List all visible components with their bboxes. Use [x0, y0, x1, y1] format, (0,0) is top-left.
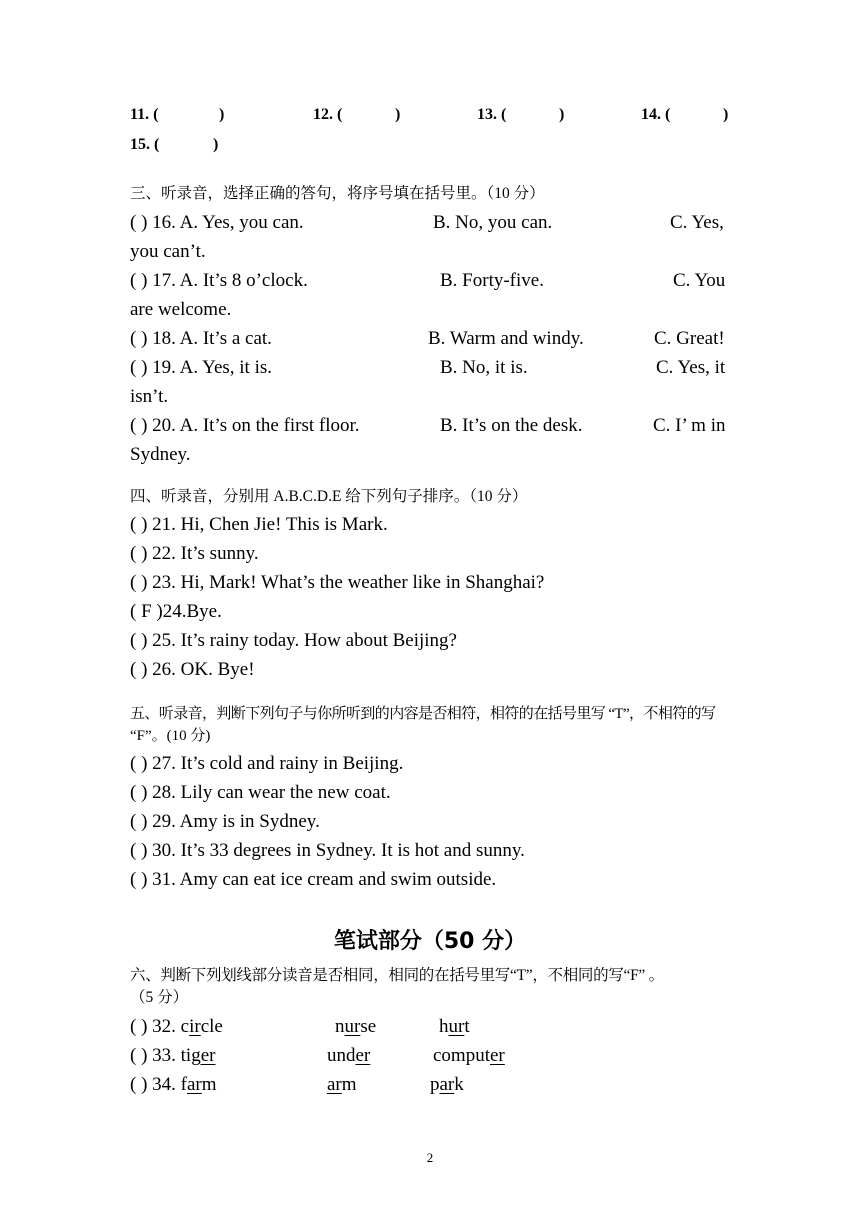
list-item: ( ) 26. OK. Bye!: [130, 659, 255, 680]
question-17-wrap: are welcome.: [130, 299, 232, 320]
section-5-heading-line-1: 五、听录音，判断下列句子与你所听到的内容是否相符，相符的在括号里写 “T”，不相符的写: [130, 706, 716, 722]
section-3-heading: 三、听录音，选择正确的答句，将序号填在括号里。（10 分）: [130, 185, 545, 202]
underlined-sound: ur: [344, 1016, 361, 1037]
list-item: ( ) 21. Hi, Chen Jie! This is Mark.: [130, 514, 388, 535]
list-item: ( ) 30. It’s 33 degrees in Sydney. It is hot and sunny.: [130, 840, 525, 861]
list-item: ( ) 25. It’s rainy today. How about Beijing?: [130, 630, 457, 651]
underlined-sound: ar: [186, 1074, 202, 1095]
question-19-stem: ( ) 19. A. Yes, it is.: [130, 357, 272, 378]
answer-blank-12: 12. (: [313, 106, 343, 123]
question-19-wrap: isn’t.: [130, 386, 169, 407]
list-item: ( ) 23. Hi, Mark! What’s the weather like in Shanghai?: [130, 572, 545, 593]
list-item: ( F )24.Bye.: [130, 601, 222, 622]
list-item: ( ) 22. It’s sunny.: [130, 543, 259, 564]
written-part-title: 笔试部分（50 分）: [333, 929, 527, 954]
answer-close-12: ): [395, 106, 401, 123]
question-20-stem: ( ) 20. A. It’s on the first floor.: [130, 415, 360, 436]
question-33-word-3: computer: [433, 1045, 505, 1066]
question-16-option-b: B. No, you can.: [433, 212, 553, 233]
page-number: 2: [426, 1150, 434, 1165]
section-5-heading-line-2: “F”。(10 分): [130, 728, 211, 744]
question-16-wrap: you can’t.: [130, 241, 206, 262]
underlined-sound: er: [490, 1045, 505, 1066]
list-item: ( ) 28. Lily can wear the new coat.: [130, 782, 391, 803]
section-4-heading: 四、听录音，分别用 A.B.C.D.E 给下列句子排序。（10 分）: [130, 488, 528, 505]
answer-close-13: ): [559, 106, 565, 123]
question-32-word-2: nurse: [335, 1016, 377, 1037]
question-16-option-c: C. Yes,: [670, 212, 724, 233]
section-6-heading-line-2: （5 分）: [130, 989, 189, 1006]
question-34-word-2: arm: [327, 1074, 357, 1095]
answer-close-11: ): [219, 106, 225, 123]
answer-close-15: ): [213, 136, 219, 153]
answer-blank-15: 15. (: [130, 136, 160, 153]
section-6-heading-line-1: 六、判断下列划线部分读音是否相同，相同的在括号里写“T”，不相同的写“F” 。: [130, 967, 664, 984]
question-17-stem: ( ) 17. A. It’s 8 o’clock.: [130, 270, 308, 291]
answer-close-14: ): [723, 106, 729, 123]
question-34-word-3: park: [430, 1074, 464, 1095]
answer-blank-14: 14. (: [641, 106, 671, 123]
question-18-stem: ( ) 18. A. It’s a cat.: [130, 328, 272, 349]
underlined-sound: ger: [191, 1045, 216, 1066]
question-32-stem: ( ) 32. circle: [130, 1016, 223, 1037]
question-33-word-2: under: [327, 1045, 371, 1066]
question-19-option-c: C. Yes, it: [656, 357, 726, 378]
answer-blank-11: 11. (: [130, 106, 159, 123]
question-20-option-c: C. I’ m in: [653, 415, 726, 436]
answer-blank-13: 13. (: [477, 106, 507, 123]
underlined-sound: ir: [189, 1016, 201, 1037]
underlined-sound: er: [355, 1045, 371, 1066]
question-18-option-c: C. Great!: [654, 328, 725, 349]
question-20-option-b: B. It’s on the desk.: [440, 415, 583, 436]
question-32-word-3: hurt: [439, 1016, 470, 1037]
question-18-option-b: B. Warm and windy.: [428, 328, 584, 349]
question-34-stem: ( ) 34. farm: [130, 1074, 217, 1095]
question-19-option-b: B. No, it is.: [440, 357, 528, 378]
question-16-stem: ( ) 16. A. Yes, you can.: [130, 212, 304, 233]
question-20-wrap: Sydney.: [130, 444, 191, 465]
list-item: ( ) 31. Amy can eat ice cream and swim outside.: [130, 869, 497, 890]
underlined-sound: ur: [448, 1016, 465, 1037]
underlined-sound: ar: [327, 1074, 342, 1095]
question-17-option-c: C. You: [673, 270, 726, 291]
question-33-stem: ( ) 33. tiger: [130, 1045, 216, 1066]
list-item: ( ) 29. Amy is in Sydney.: [130, 811, 320, 832]
underlined-sound: ar: [439, 1074, 455, 1095]
list-item: ( ) 27. It’s cold and rainy in Beijing.: [130, 753, 404, 774]
question-17-option-b: B. Forty-five.: [440, 270, 544, 291]
